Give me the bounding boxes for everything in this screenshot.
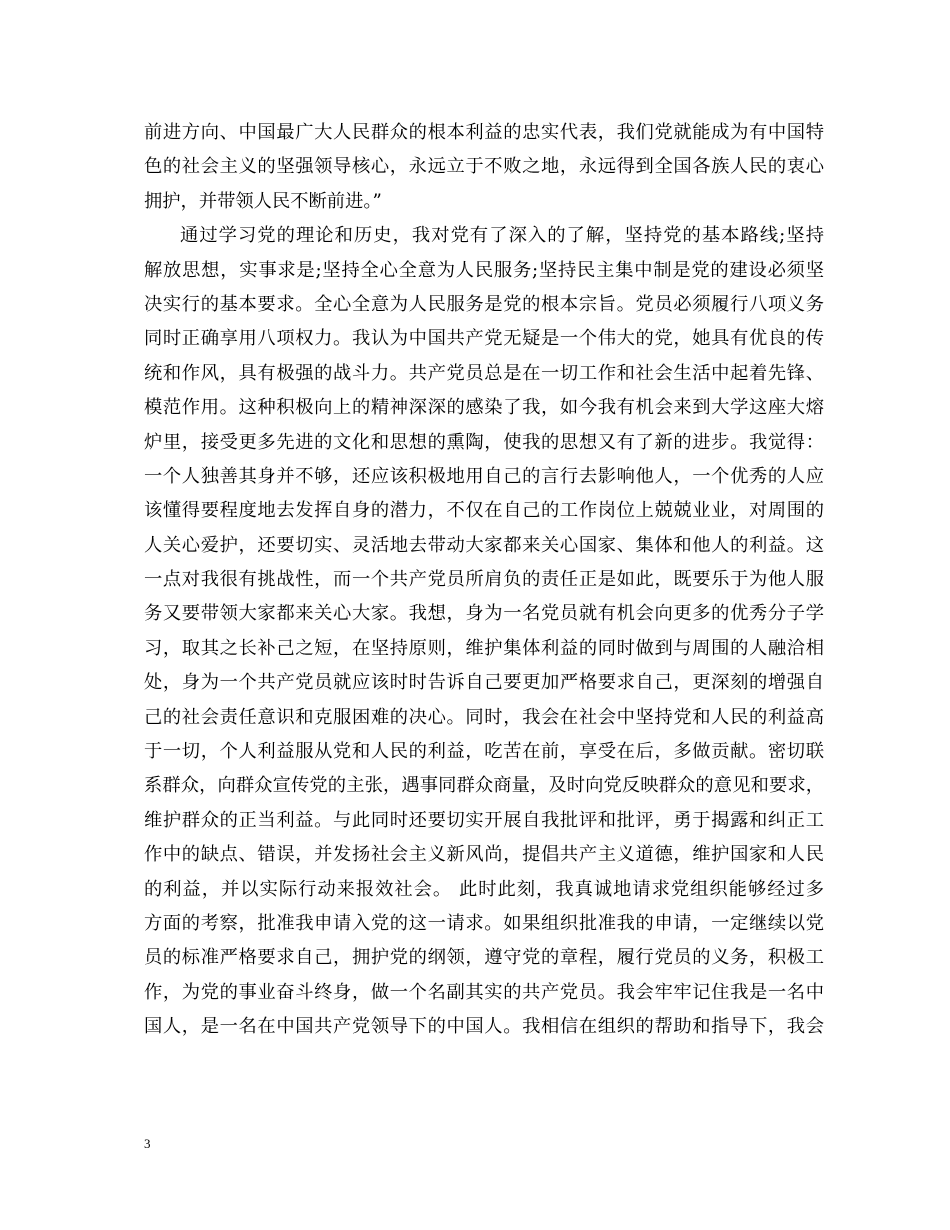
text-line: 作，为党的事业奋斗终身，做一个名副其实的共产党员。我会牢牢记住我是一名中	[144, 981, 824, 1003]
text-line: 一个人独善其身并不够，还应该积极地用自己的言行去影响他人，一个优秀的人应	[144, 465, 824, 487]
text-line: 国人，是一名在中国共产党领导下的中国人。我相信在组织的帮助和指导下，我会	[144, 1016, 824, 1038]
text-line: 系群众，向群众宣传党的主张，遇事同群众商量，及时向党反映群众的意见和要求，	[144, 775, 824, 797]
text-line: 决实行的基本要求。全心全意为人民服务是党的根本宗旨。党员必须履行八项义务	[144, 293, 824, 315]
text-line: 炉里，接受更多先进的文化和思想的熏陶，使我的思想又有了新的进步。我觉得：	[144, 431, 824, 453]
text-line: 一点对我很有挑战性，而一个共产党员所肩负的责任正是如此，既要乐于为他人服	[144, 569, 824, 591]
text-line: 的利益，并以实际行动来报效社会。 此时此刻，我真诚地请求党组织能够经过多	[144, 878, 824, 900]
text-line: 维护群众的正当利益。与此同时还要切实开展自我批评和批评，勇于揭露和纠正工	[144, 809, 824, 831]
text-line: 色的社会主义的坚强领导核心，永远立于不败之地，永远得到全国各族人民的衷心	[144, 156, 824, 178]
text-line: 员的标准严格要求自己，拥护党的纲领，遵守党的章程，履行党员的义务，积极工	[144, 947, 824, 969]
text-line: 作中的缺点、错误，并发扬社会主义新风尚，提倡共产主义道德，维护国家和人民	[144, 844, 824, 866]
text-line: 该懂得要程度地去发挥自身的潜力，不仅在自己的工作岗位上兢兢业业，对周围的	[144, 500, 824, 522]
text-line: 处，身为一个共产党员就应该时时告诉自己要更加严格要求自己，更深刻的增强自	[144, 672, 824, 694]
text-line: 习，取其之长补己之短，在坚持原则，维护集体利益的同时做到与周围的人融洽相	[144, 637, 824, 659]
text-line: 解放思想，实事求是;坚持全心全意为人民服务;坚持民主集中制是党的建设必须坚	[144, 259, 824, 281]
text-line: 同时正确享用八项权力。我认为中国共产党无疑是一个伟大的党，她具有优良的传	[144, 328, 824, 350]
text-line: 于一切，个人利益服从党和人民的利益，吃苦在前，享受在后，多做贡献。密切联	[144, 741, 824, 763]
text-line: 统和作风，具有极强的战斗力。共产党员总是在一切工作和社会生活中起着先锋、	[144, 362, 824, 384]
text-line: 方面的考察，批准我申请入党的这一请求。如果组织批准我的申请，一定继续以党	[144, 912, 824, 934]
text-line: 前进方向、中国最广大人民群众的根本利益的忠实代表，我们党就能成为有中国特	[144, 122, 824, 143]
page-number: 3	[144, 1136, 151, 1151]
paragraph-first-line: 通过学习党的理论和历史，我对党有了深入的了解，坚持党的基本路线;坚持	[180, 225, 824, 247]
text-line: 人关心爱护，还要切实、灵活地去带动大家都来关心国家、集体和他人的利益。这	[144, 534, 824, 556]
text-line: 拥护，并带领人民不断前进。”	[144, 190, 382, 212]
body-text	[144, 116, 824, 1045]
text-line: 务又要带领大家都来关心大家。我想，身为一名党员就有机会向更多的优秀分子学	[144, 603, 824, 625]
text-line: 己的社会责任意识和克服困难的决心。同时，我会在社会中坚持党和人民的利益高	[144, 706, 824, 728]
text-line: 模范作用。这种积极向上的精神深深的感染了我，如今我有机会来到大学这座大熔	[144, 397, 824, 419]
